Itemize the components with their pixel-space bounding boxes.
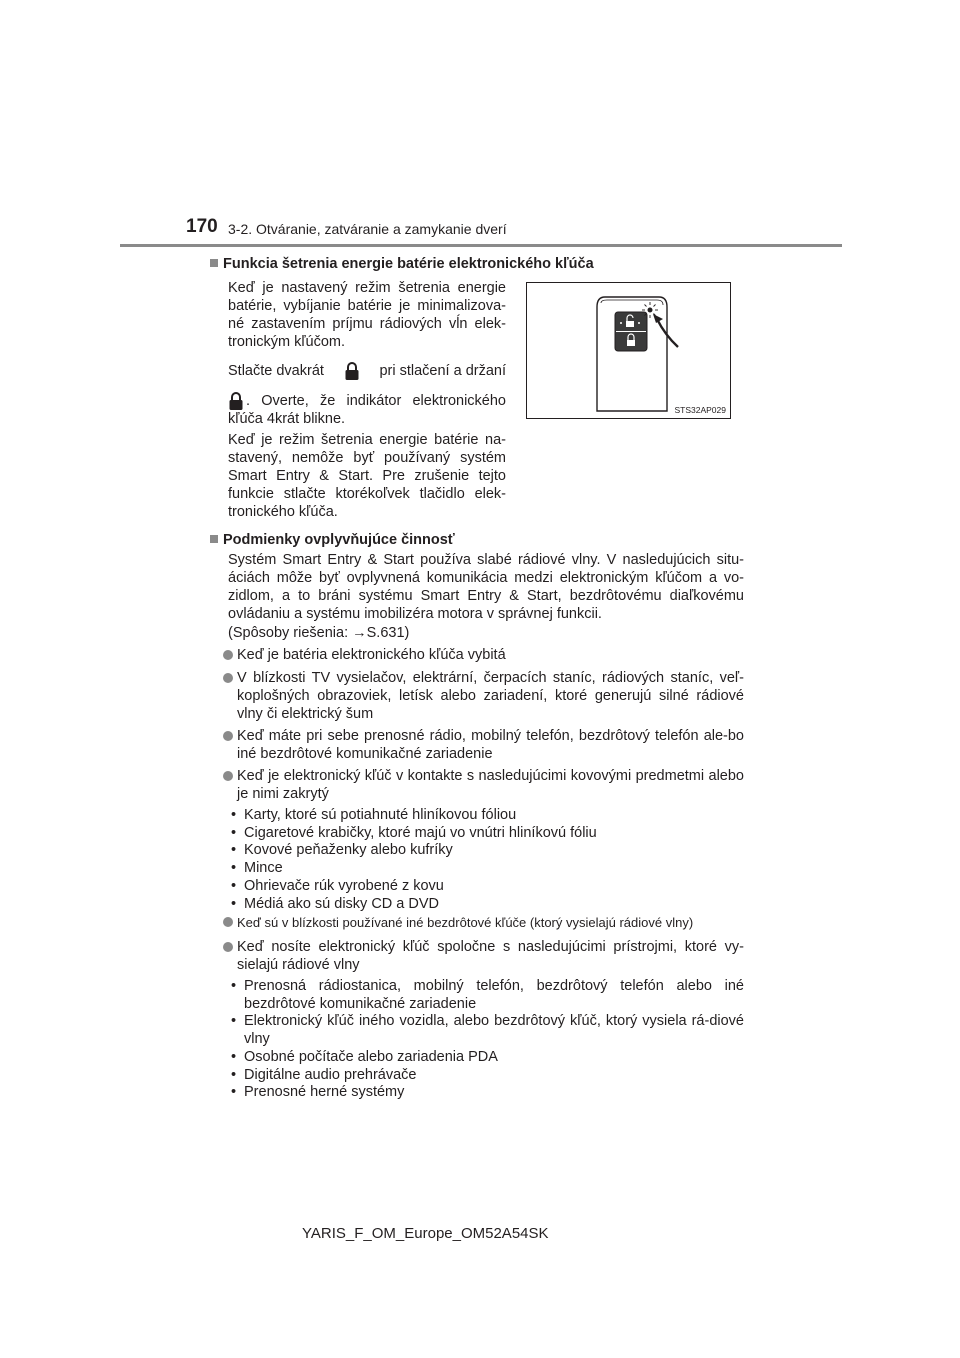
section-heading-battery-saving bbox=[210, 256, 594, 272]
page-number: 170 bbox=[186, 216, 218, 237]
bullet-dot-icon bbox=[223, 673, 233, 683]
list-item: • Kovové peňaženky alebo kufríky bbox=[230, 842, 744, 860]
radio-devices-list bbox=[230, 978, 744, 1102]
list-item: • Osobné počítače alebo zariadenia PDA bbox=[230, 1049, 744, 1067]
list-item: • Cigaretové krabičky, ktoré majú vo vnútri hliníkovú fóliu bbox=[230, 825, 744, 843]
lock-button-icon bbox=[344, 361, 360, 381]
section-heading-conditions bbox=[210, 532, 455, 548]
list-item: • Mince bbox=[230, 860, 744, 878]
header-rule bbox=[120, 244, 842, 247]
metal-objects-list bbox=[230, 807, 744, 913]
conditions-intro: Systém Smart Entry & Start používa slabé rádiové vlny. V nasledujúcich situ-áciách môže byť ovplyvnená komunikácia medzi elektronickým kľúčom a vo-zidlom, a to bráni systému Smart Entry & Start, bezdrôtovému diaľkovému ovládaniu a systému imobilizéra motora v správnej funkcii. bbox=[228, 552, 744, 622]
bullet-dot-icon bbox=[223, 731, 233, 741]
list-item: • Prenosná rádiostanica, mobilný telefón, bezdrôtový telefón alebo iné bezdrôtové komunikačné zariadenie bbox=[230, 978, 744, 1013]
list-item: • Ohrievače rúk vyrobené z kovu bbox=[230, 878, 744, 896]
list-item: Keď je batéria elektronického kľúča vybitá bbox=[223, 646, 744, 664]
list-item: • Médiá ako sú disky CD a DVD bbox=[230, 896, 744, 914]
section-heading-text: Podmienky ovplyvňujúce činnosť bbox=[223, 532, 455, 548]
figure-code: STS32AP029 bbox=[674, 405, 726, 415]
list-item: Keď máte pri sebe prenosné rádio, mobilný telefón, bezdrôtový telefón ale-bo iné bezdrôtové komunikačné zariadenie bbox=[223, 727, 744, 763]
list-item: • Prenosné herné systémy bbox=[230, 1084, 744, 1102]
battery-saving-paragraph-2: Stlačte dvakrát pri stlačení a držaní . Overte, že indikátor elektronického kľúča 4krát blikne. bbox=[228, 363, 506, 427]
electronic-key-illustration bbox=[527, 283, 730, 418]
bullet-dot-icon bbox=[223, 650, 233, 660]
list-item: • Digitálne audio prehrávače bbox=[230, 1067, 744, 1085]
list-item: Keď nosíte elektronický kľúč spoločne s nasledujúcimi prístrojmi, ktoré vy-sielajú rádiové vlny bbox=[223, 938, 744, 974]
document-id: YARIS_F_OM_Europe_OM52A54SK bbox=[302, 1225, 549, 1242]
battery-saving-paragraph-1: Keď je nastavený režim šetrenia energie batérie, vybíjanie batérie je minimalizova-né zastavením príjmu rádiových vĺn elek-tronickým kľúčom. bbox=[228, 280, 506, 350]
list-item: • Karty, ktoré sú potiahnuté hliníkovou fóliou bbox=[230, 807, 744, 825]
section-heading-text: Funkcia šetrenia energie batérie elektronického kľúča bbox=[223, 256, 594, 272]
arrow-right-icon: → bbox=[352, 625, 367, 641]
battery-saving-paragraph-3: Keď je režim šetrenia energie batérie na-stavený, nemôže byť používaný systém Smart Entry & Start. Pre zrušenie tejto funkcie stlačte ktorékoľvek tlačidlo elek-tronického kľúča. bbox=[228, 432, 506, 520]
list-item: V blízkosti TV vysielačov, elektrární, čerpacích staníc, rádiových staníc, veľ-koplošných obrazoviek, letísk alebo zariadení, ktoré generujú silné rádiové vlny či elektrický šum bbox=[223, 669, 744, 723]
bullet-dot-icon bbox=[223, 942, 233, 952]
square-bullet-icon bbox=[210, 535, 218, 543]
conditions-reference: (Spôsoby riešenia: →S.631) bbox=[228, 625, 410, 641]
list-item: • Elektronický kľúč iného vozidla, alebo bezdrôtový kľúč, ktorý vysiela rá-diové vlny bbox=[230, 1013, 744, 1048]
list-item: Keď je elektronický kľúč v kontakte s nasledujúcimi kovovými predmetmi alebo je nimi zakrytý bbox=[223, 767, 744, 803]
list-item: Keď sú v blízkosti používané iné bezdrôtové kľúče (ktorý vysielajú rádiové vlny) bbox=[223, 914, 753, 932]
chapter-title: 3-2. Otváranie, zatváranie a zamykanie dverí bbox=[228, 221, 507, 237]
bullet-dot-icon bbox=[223, 917, 233, 927]
electronic-key-figure bbox=[526, 282, 731, 419]
square-bullet-icon bbox=[210, 259, 218, 267]
bullet-dot-icon bbox=[223, 771, 233, 781]
lock-button-icon bbox=[228, 391, 244, 411]
